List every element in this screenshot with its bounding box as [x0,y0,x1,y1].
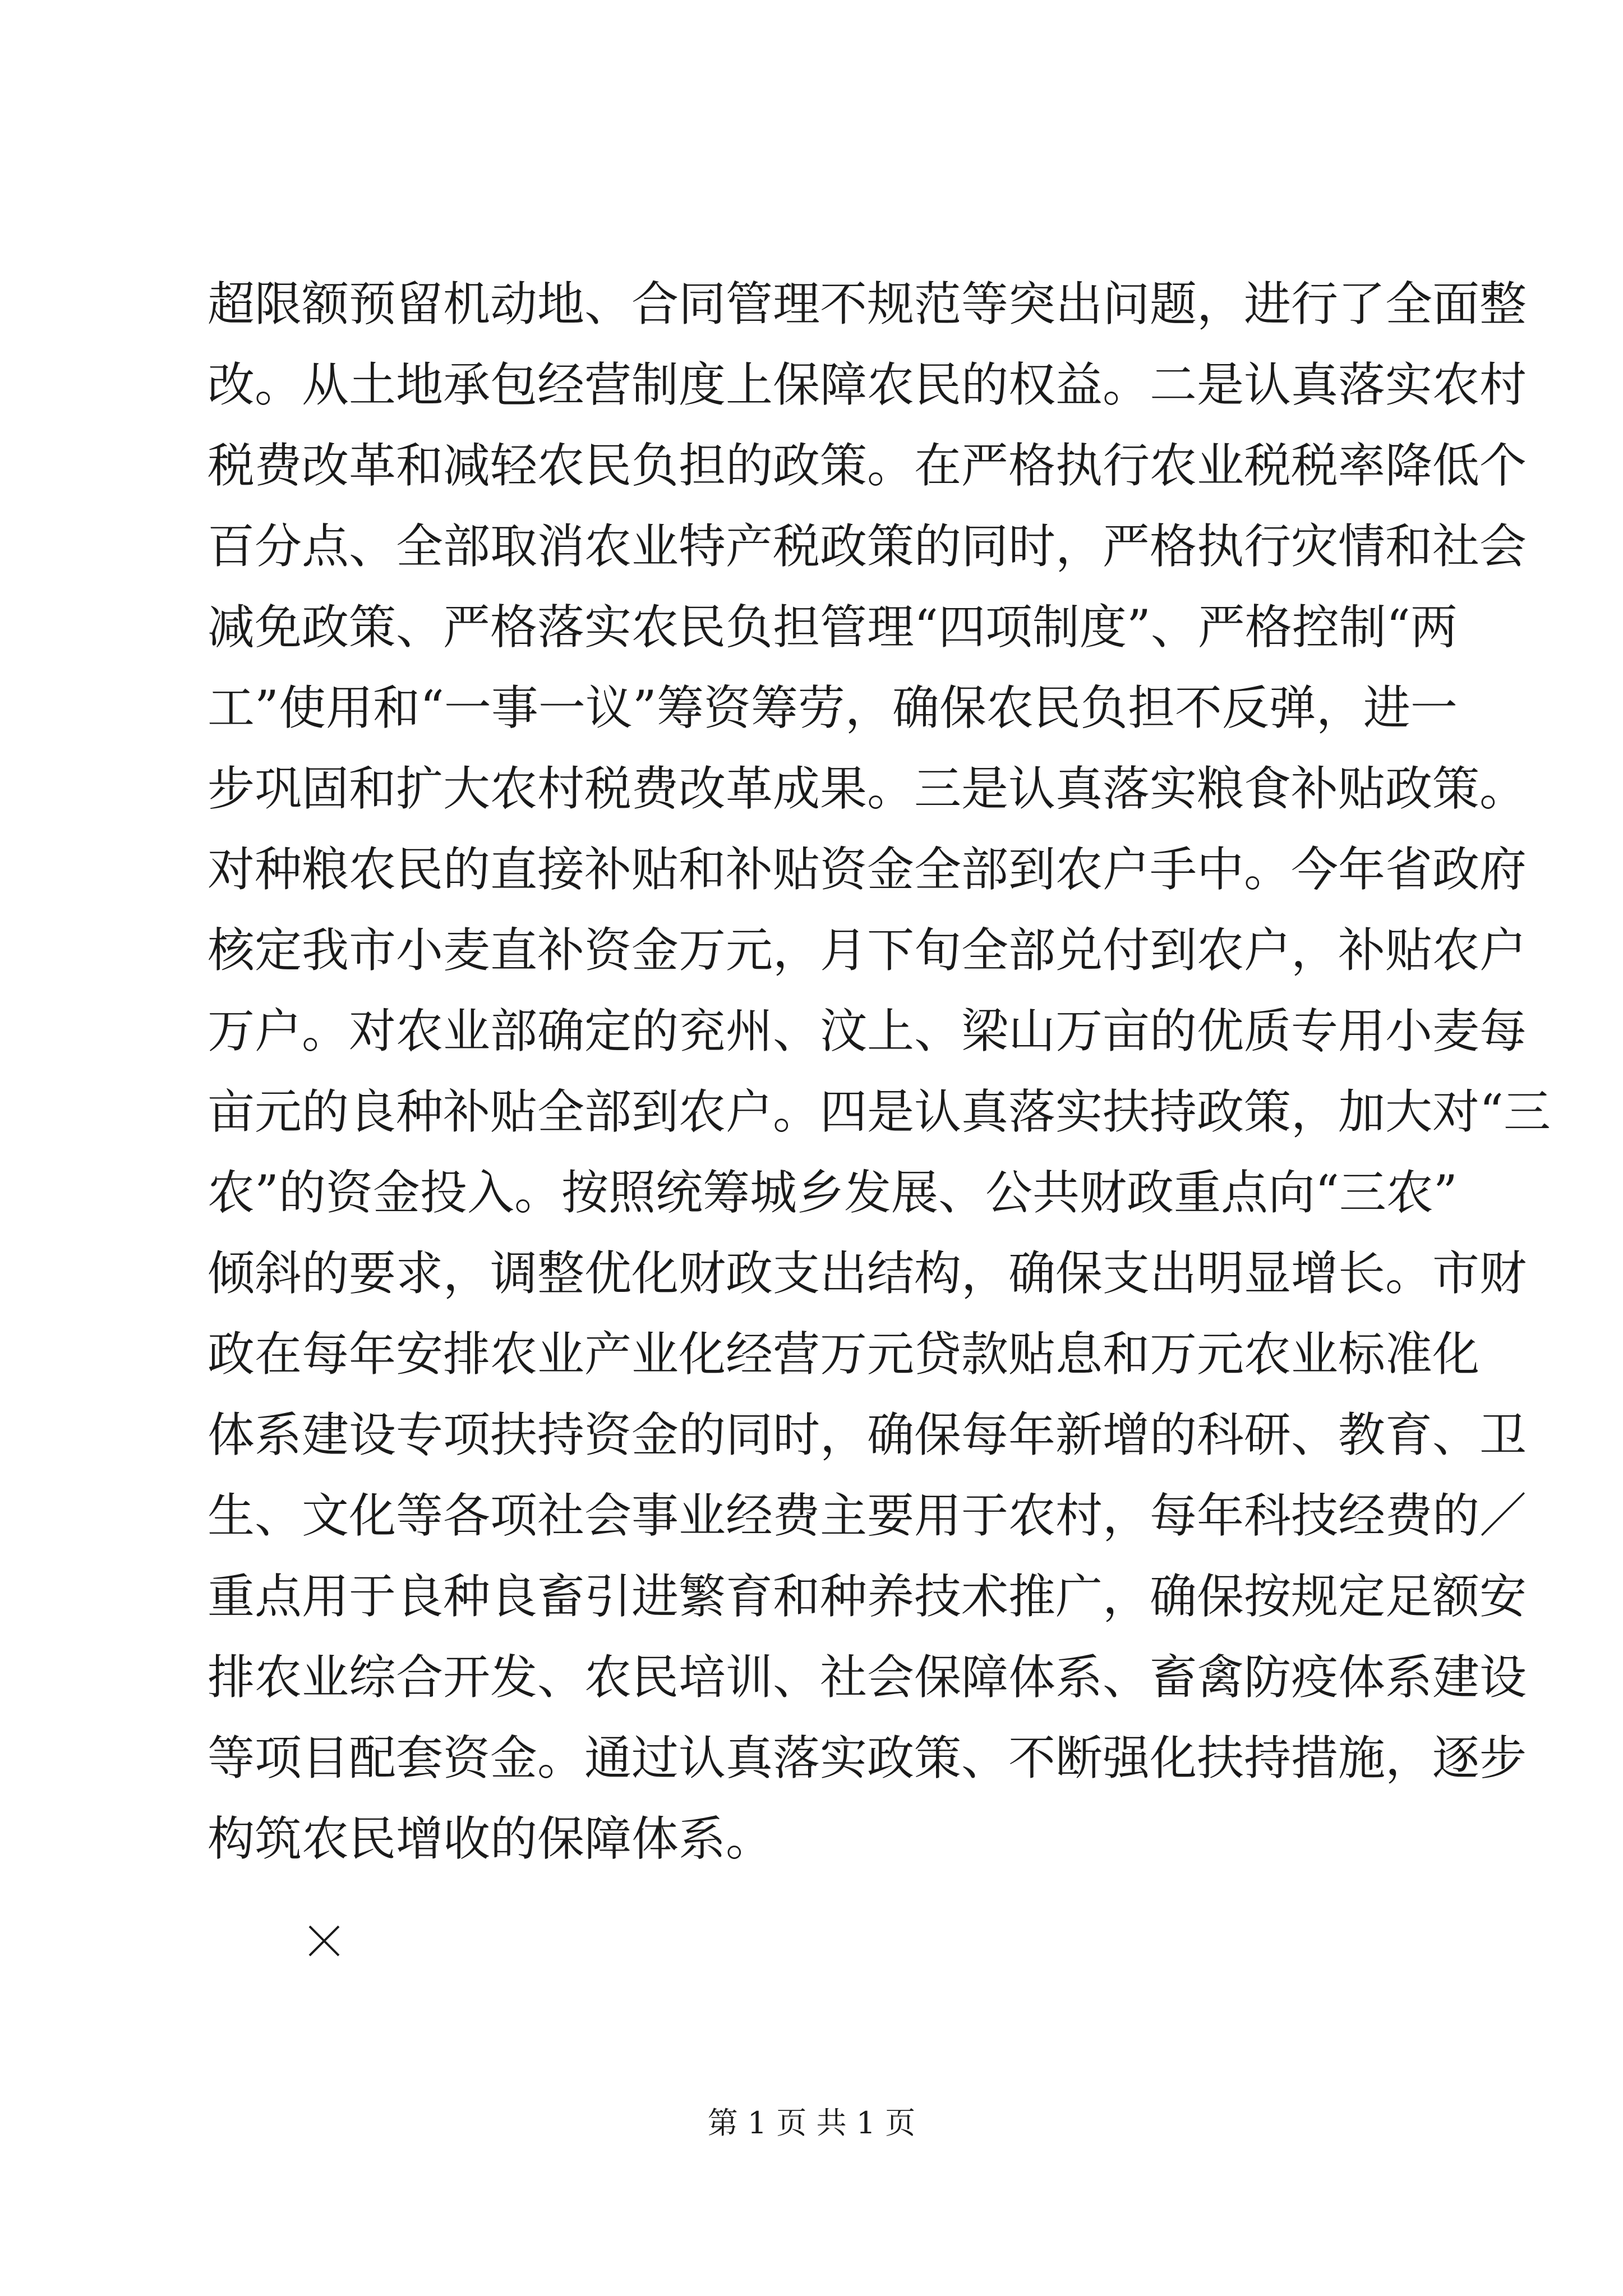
body-paragraph [208,264,1551,1879]
text-line: 等项目配套资金。通过认真落实政策、不断强化扶持措施，逐步 [208,1731,1527,1786]
text-line: 工”使用和“一事一议”筹资筹劳，确保农民负担不反弹，进一 [208,680,1458,735]
page-footer: 第 1 页 共 1 页 [707,2105,916,2141]
text-line: 对种粮农民的直接补贴和补贴资金全部到农户手中。今年省政府 [208,842,1527,897]
text-line: 排农业综合开发、农民培训、社会保障体系、畜禽防疫体系建设 [208,1650,1527,1705]
text-line: 倾斜的要求，调整优化财政支出结构，确保支出明显增长。市财 [208,1246,1527,1301]
text-line: 百分点、全部取消农业特产税政策的同时，严格执行灾情和社会 [208,519,1527,574]
text-line: 万户。对农业部确定的兖州、汶上、梁山万亩的优质专用小麦每 [208,1004,1527,1059]
text-line: 体系建设专项扶持资金的同时，确保每年新增的科研、教育、卫 [208,1407,1527,1462]
text-line: 政在每年安排农业产业化经营万元贷款贴息和万元农业标准化 [208,1327,1480,1382]
text-line: 生、文化等各项社会事业经费主要用于农村，每年科技经费的／ [208,1488,1527,1543]
text-line: 减免政策、严格落实农民负担管理“四项制度”、严格控制“两 [208,600,1458,655]
text-line: 超限额预留机动地、合同管理不规范等突出问题，进行了全面整 [208,277,1527,332]
text-line: 步巩固和扩大农村税费改革成果。三是认真落实粮食补贴政策。 [208,761,1527,816]
text-line: 构筑农民增收的保障体系。 [208,1811,773,1866]
text-line: 改。从土地承包经营制度上保障农民的权益。二是认真落实农村 [208,357,1527,412]
text-line: 核定我市小麦直补资金万元，月下旬全部兑付到农户，补贴农户 [208,923,1527,978]
text-line: 农”的资金投入。按照统筹城乡发展、公共财政重点向“三农” [208,1165,1458,1220]
text-line: 亩元的良种补贴全部到农户。四是认真落实扶持政策，加大对“三 [208,1084,1551,1139]
cross-mark-icon [307,1924,341,1958]
text-line: 重点用于良种良畜引进繁育和种养技术推广，确保按规定足额安 [208,1569,1527,1624]
text-line: 税费改革和减轻农民负担的政策。在严格执行农业税税率降低个 [208,438,1527,493]
